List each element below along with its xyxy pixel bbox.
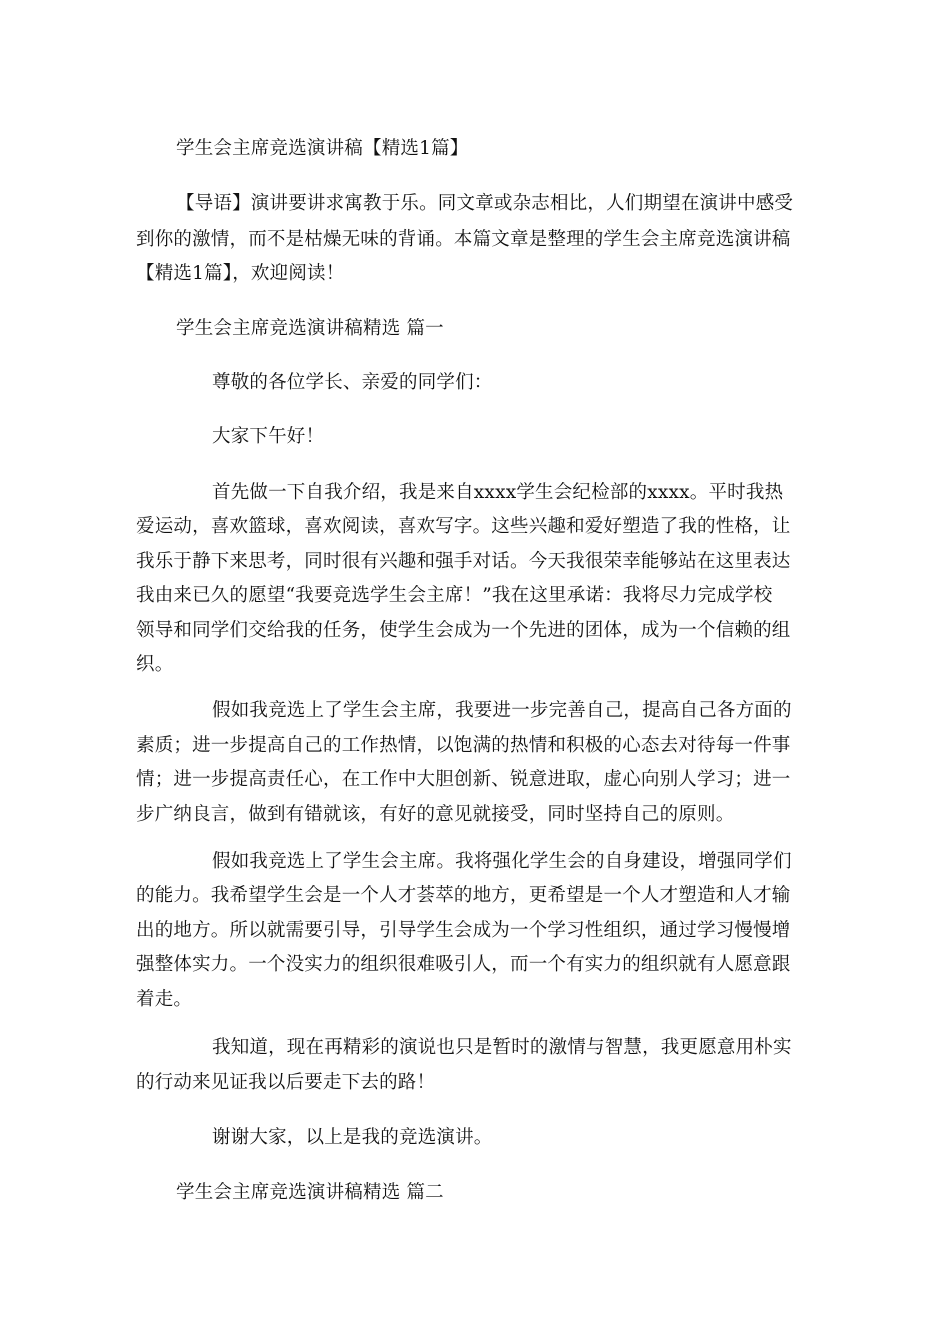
document-title: 学生会主席竞选演讲稿【精选1篇】 [176, 138, 469, 159]
paragraph-line: 的能力。我希望学生会是一个人才荟萃的地方，更希望是一个人才塑造和人才输 [136, 885, 791, 906]
paragraph-line: 假如我竞选上了学生会主席，我要进一步完善自己，提高自己各方面的 [212, 700, 792, 721]
greeting: 大家下午好！ [212, 426, 325, 447]
paragraph-line: 步广纳良言，做到有错就该，有好的意见就接受，同时坚持自己的原则。 [136, 804, 735, 825]
paragraph-line: 领导和同学们交给我的任务，使学生会成为一个先进的团体，成为一个信赖的组 [136, 620, 791, 641]
paragraph-line: 假如我竞选上了学生会主席。我将强化学生会的自身建设，增强同学们 [212, 851, 792, 872]
paragraph-line: 织。 [136, 654, 174, 675]
paragraph-line: 我知道，现在再精彩的演说也只是暂时的激情与智慧，我更愿意用朴实 [212, 1037, 792, 1058]
paragraph-line: 爱运动，喜欢篮球，喜欢阅读，喜欢写字。这些兴趣和爱好塑造了我的性格，让 [136, 516, 791, 537]
intro-line: 到你的激情，而不是枯燥无味的背诵。本篇文章是整理的学生会主席竞选演讲稿 [136, 229, 791, 250]
paragraph-line: 的行动来见证我以后要走下去的路！ [136, 1072, 436, 1093]
intro-line: 【精选1篇】，欢迎阅读！ [136, 263, 345, 284]
section-heading-1: 学生会主席竞选演讲稿精选 篇一 [176, 318, 444, 339]
paragraph-line: 素质；进一步提高自己的工作热情，以饱满的热情和积极的心态去对待每一件事 [136, 735, 791, 756]
salutation: 尊敬的各位学长、亲爱的同学们： [212, 372, 493, 393]
closing-line: 谢谢大家，以上是我的竞选演讲。 [212, 1127, 493, 1148]
paragraph-line: 出的地方。所以就需要引导，引导学生会成为一个学习性组织，通过学习慢慢增 [136, 920, 791, 941]
paragraph-line: 我乐于静下来思考，同时很有兴趣和强手对话。今天我很荣幸能够站在这里表达 [136, 551, 791, 572]
paragraph-line: 我由来已久的愿望“我要竞选学生会主席！”我在这里承诺：我将尽力完成学校 [136, 585, 773, 606]
paragraph-line: 首先做一下自我介绍，我是来自xxxx学生会纪检部的xxxx。平时我热 [212, 482, 784, 503]
paragraph-line: 情；进一步提高责任心，在工作中大胆创新、锐意进取，虚心向别人学习；进一 [136, 769, 791, 790]
section-heading-2: 学生会主席竞选演讲稿精选 篇二 [176, 1182, 444, 1203]
intro-line: 【导语】演讲要讲求寓教于乐。同文章或杂志相比，人们期望在演讲中感受 [176, 193, 794, 214]
paragraph-line: 强整体实力。一个没实力的组织很难吸引人，而一个有实力的组织就有人愿意跟 [136, 954, 791, 975]
paragraph-line: 着走。 [136, 989, 193, 1010]
